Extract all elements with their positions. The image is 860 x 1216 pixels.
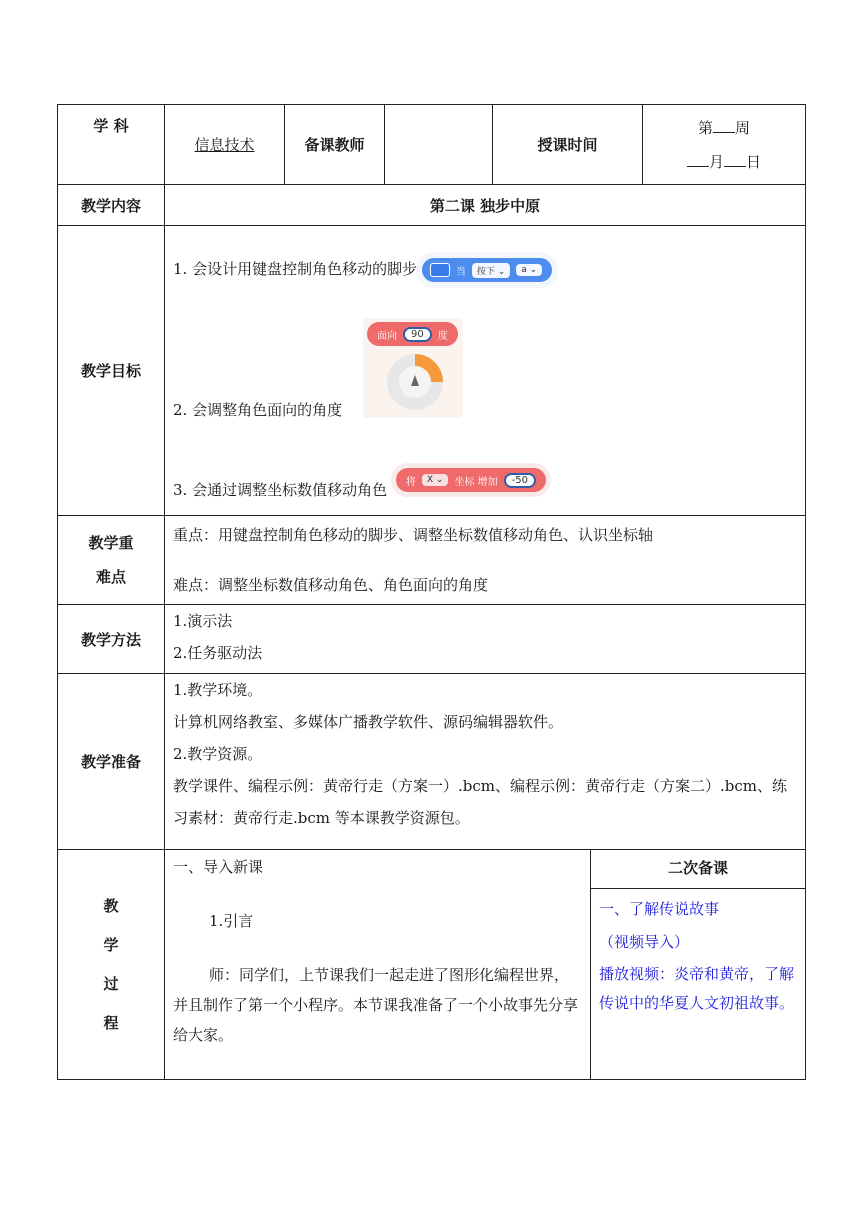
direction-header: 面向 90 度 <box>367 322 458 346</box>
preparation-cell <box>165 674 806 850</box>
keypoints-label: 教学重 难点 <box>58 516 165 605</box>
keypoints-cell <box>165 516 806 605</box>
process-main <box>165 850 589 1050</box>
process-section: 一、导入新课 <box>173 858 264 876</box>
day-blank[interactable] <box>724 152 746 167</box>
month-blank[interactable] <box>687 152 709 167</box>
goals-label: 教学目标 <box>58 226 165 516</box>
goal-3: 3. 会通过调整坐标数值移动角色 将 X ⌄ 坐标 增加 -50 <box>173 479 546 500</box>
month-label: 月 <box>708 152 724 171</box>
side-text: 播放视频：炎帝和黄帝，了解传说中的华夏人文初祖故事。 <box>599 965 795 1012</box>
side-sub: （视频导入） <box>599 933 690 951</box>
keyboard-icon <box>430 263 450 277</box>
teacher-label: 备课教师 <box>285 105 385 185</box>
lesson-plan-table <box>57 104 806 1080</box>
time-label: 授课时间 <box>493 105 643 185</box>
prep-line-1: 1.教学环境。 <box>173 681 263 699</box>
side-title: 一、了解传说故事 <box>599 900 720 918</box>
week-blank[interactable] <box>713 118 735 133</box>
difficulty-text: 难点：调整坐标数值移动角色、角色面向的角度 <box>173 576 489 594</box>
time-value <box>643 105 806 185</box>
process-cell <box>165 850 806 1080</box>
side-notes <box>599 894 805 1018</box>
prep-line-4: 教学课件、编程示例：黄帝行走（方案一）.bcm、编程示例：黄帝行走（方案二）.bcm、练习素材：黄帝行走.bcm 等本课教学资源包。 <box>173 777 787 827</box>
week-suffix: 周 <box>735 118 751 137</box>
direction-block <box>363 318 463 418</box>
goal-2: 2. 会调整角色面向的角度 <box>173 401 343 419</box>
lesson-title: 第二课 独步中原 <box>165 185 806 226</box>
method-2: 2.任务驱动法 <box>173 644 263 662</box>
subject-value: 信息技术 <box>194 136 255 154</box>
goals-cell <box>165 226 806 516</box>
teacher-value[interactable] <box>385 105 493 185</box>
prep-line-3: 2.教学资源。 <box>173 745 263 763</box>
method-1: 1.演示法 <box>173 612 233 630</box>
preparation-label: 教学准备 <box>58 674 165 850</box>
content-label: 教学内容 <box>58 185 165 226</box>
key-press-block: 当 按下 ⌄ a ⌄ <box>422 258 552 282</box>
process-paragraph: 师：同学们，上节课我们一起走进了图形化编程世界，并且制作了第一个小程序。本节课我准备了一个小故事先分享给大家。 <box>173 966 579 1044</box>
week-prefix: 第 <box>697 118 713 137</box>
coordinate-block: 将 X ⌄ 坐标 增加 -50 <box>396 468 546 492</box>
side-header: 二次备课 <box>591 850 805 889</box>
prep-line-2: 计算机网络教室、多媒体广播教学软件、源码编辑器软件。 <box>173 713 564 731</box>
process-sub: 1.引言 <box>209 912 254 930</box>
methods-label: 教学方法 <box>58 605 165 674</box>
focus-text: 重点：用键盘控制角色移动的脚步、调整坐标数值移动角色、认识坐标轴 <box>173 526 654 544</box>
day-label: 日 <box>746 152 762 171</box>
methods-cell <box>165 605 806 674</box>
direction-dial-icon <box>363 318 463 418</box>
subject-label: 学 科 <box>58 105 165 185</box>
goal-1: 1. 会设计用键盘控制角色移动的脚步 当 按下 ⌄ a ⌄ <box>173 258 552 282</box>
process-label: 教 学 过 程 <box>58 850 165 1080</box>
